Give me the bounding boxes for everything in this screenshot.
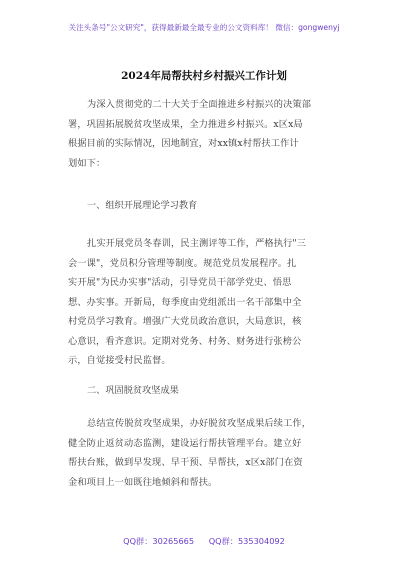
section-2-line: 金和项目上一如既往地倾斜和帮扶。: [68, 476, 218, 488]
section-1-line: 心意识，看齐意识。定期对党务、村务、财务进行张榜公: [68, 335, 302, 347]
intro-paragraph: [68, 95, 343, 173]
intro-line: 署，巩固拓展脱贫攻坚成果，全力推进乡村振兴。x区x局: [68, 118, 303, 130]
document-title: 2024年局帮扶村乡村振兴工作计划: [121, 70, 287, 82]
section-heading: 一、组织开展理论学习教育: [87, 200, 198, 211]
intro-line: 为深入贯彻党的二十大关于全面推进乡村振兴的决策部: [87, 99, 312, 110]
section-1-heading: [68, 197, 343, 211]
section-1-paragraph: [68, 234, 343, 371]
intro-line: 划如下：: [68, 157, 106, 169]
qq-group-1: QQ群：30265665: [123, 536, 195, 546]
section-2-line: 健全防止返贫动态监测，建设运行帮扶管理平台。建立好: [68, 437, 302, 449]
section-1-line: 实开展"为民办实事"活动，引导党员干部学党史、悟思: [68, 277, 292, 288]
section-2-heading: [68, 382, 343, 396]
footer-qq-groups: [0, 536, 408, 547]
section-1-line: 扎实开展党员冬春训，民主测评等工作，严格执行"三: [87, 238, 307, 249]
section-heading: 二、巩固脱贫攻坚成果: [87, 385, 179, 396]
section-1-line: 村党员学习教育。增强广大党员政治意识，大局意识，核: [68, 316, 302, 327]
qq-group-2: QQ群：535304092: [208, 536, 285, 546]
section-1-line: 想、办实事。开新局，每季度由党组派出一名干部集中全: [68, 296, 302, 308]
section-1-line: 会一课"，党员积分管理等制度。规范党员发展程序。扎: [68, 257, 297, 269]
header-note: 关注头条号"公文研究"，获得最新最全最专业的公文资料库！ 微信：gongwenyj: [68, 23, 340, 32]
section-1-line: 示，自觉接受村民监督。: [68, 355, 171, 366]
section-2-paragraph: [68, 414, 343, 492]
section-2-line: 总结宣传脱贫攻坚成果，办好脱贫攻坚成果后续工作，: [87, 418, 312, 429]
intro-line: 根据目前的实际情况，因地制宜，对xx镇x村帮扶工作计: [68, 138, 299, 149]
section-2-line: 帮扶台账，做到早发现、早干预、早帮扶，x区x部门在资: [68, 457, 303, 468]
